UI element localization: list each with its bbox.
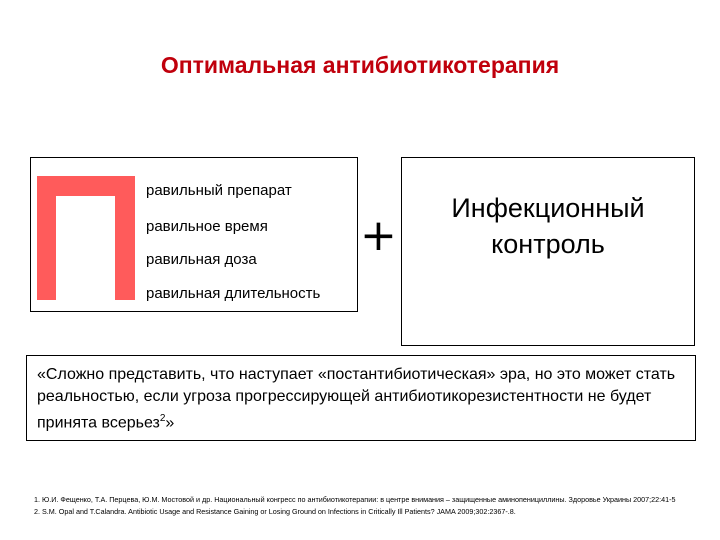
page-title: Оптимальная антибиотикотерапия [160, 52, 560, 78]
quote-reference-number: 2 [159, 413, 166, 424]
big-letter-p-counter [56, 196, 115, 300]
quote-closing-mark: » [165, 414, 175, 432]
reference-item-2: 2. S.M. Opal and T.Calandra. Antibiotic Usage and Resistance Gaining or Losing Ground on Infections in Critically Ill Patients? JAMA 2009;302:2367-.8. [34, 507, 516, 516]
references [34, 494, 704, 518]
rule-item-time: равильное время [146, 218, 268, 235]
reference-item-1: 1. Ю.И. Фещенко, Т.А. Перцева, Ю.М. Мостовой и др. Национальный конгресс по антибиотикотерапии: в центре внимания – защищенные аминопенициллины. Здоровье Украины 2007;22:41-5 [34, 495, 676, 504]
quote-text: «Сложно представить, что наступает «постантибиотическая» эра, но это может стать реальностью, если угроза прогрессирующей антибиотикорезистентности не будет принята всерьез [37, 366, 676, 432]
rule-item-dose: равильная доза [146, 251, 257, 268]
infection-control-text: Инфекционный контроль [451, 192, 645, 259]
infection-control-panel [401, 157, 695, 346]
plus-sign: + [360, 210, 397, 261]
quote-box [26, 355, 696, 441]
rule-item-drug: равильный препарат [146, 182, 292, 199]
rule-item-duration: равильная длительность [146, 285, 321, 302]
